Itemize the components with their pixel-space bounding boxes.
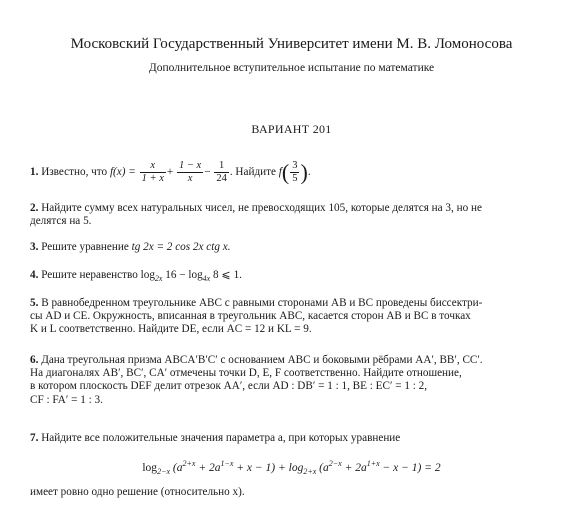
problem-text: Найдите все положительные значения параметра a, при которых уравнение	[41, 432, 401, 444]
formula-lhs: f(x) =	[109, 166, 136, 179]
problem-text: K и L соответственно. Найдите DE, если AC = 12 и KL = 9.	[30, 323, 312, 336]
problem-text: Решите уравнение	[41, 241, 129, 253]
exam-subtitle: Дополнительное вступительное испытание по математике	[148, 62, 435, 74]
fraction: $\frac{1 - x}{x}$	[178, 160, 202, 184]
problem-text: Дана треугольная призма ABCA′B′C′ с основанием ABC и боковыми рёбрами AA′, BB′, CC′.	[41, 354, 483, 366]
formula: tg 2x = 2 cos 2x ctg x.	[131, 241, 231, 253]
problem-text: CF : FA′ = 1 : 3.	[30, 393, 103, 406]
problem-6	[30, 354, 558, 407]
problem-text: имеет ровно одно решение (относительно x).	[30, 486, 245, 498]
formula: $\log_{2x} 16 - \log_{4x} 8$ ⩽ 1.	[140, 269, 242, 283]
problem-number: 2.	[30, 202, 39, 214]
fraction: $\frac{1}{24}$	[216, 160, 227, 184]
problem-text: . Найдите	[229, 166, 276, 179]
problem-7	[30, 432, 558, 445]
university-title: Московский Государственный Университет имени М. В. Ломоносова	[70, 36, 513, 52]
problem-5	[30, 297, 558, 337]
fraction: $\frac{x}{1 + x}$	[141, 160, 164, 184]
problem-text: делятся на 5.	[30, 215, 92, 228]
formula-f: f	[278, 166, 282, 179]
problem-3	[30, 241, 558, 254]
problem-text: Найдите сумму всех натуральных чисел, не превосходящих 105, которые делятся на 3, но не	[41, 202, 482, 214]
problem-number: 7.	[30, 432, 39, 444]
problem-number: 6.	[30, 354, 39, 366]
problem-number: 3.	[30, 241, 39, 253]
problem-2	[30, 202, 558, 228]
problem-1: 1. Известно, что f(x) = $\frac{x}{1 + x}$ + $\frac{1 - x}{x}$ − $\frac{1}{24}$ . Найдите f( $\frac{3}{5}$ ).	[30, 159, 311, 185]
problem-text: Известно, что	[41, 166, 108, 179]
fraction: $\frac{3}{5}$	[292, 160, 298, 184]
problem-text: В равнобедренном треугольнике ABC с равными сторонами AB и BC проведены биссектри-	[41, 297, 483, 309]
problem-number: 4.	[30, 269, 39, 281]
problem-text: сы AD и CE. Окружность, вписанная в треугольник ABC, касается сторон AB и BC в точках	[30, 310, 471, 323]
problem-4	[30, 269, 558, 285]
problem-number: 1.	[30, 166, 39, 179]
problem-text: Решите неравенство	[41, 269, 138, 281]
problem-text: На диагоналях AB′, BC′, CA′ отмечены точки D, E, F соответственно. Найдите отношение,	[30, 367, 462, 380]
variant-heading: ВАРИАНТ 201	[251, 122, 332, 136]
problem-number: 5.	[30, 297, 39, 309]
problem-7-equation: $\log_{2-x} (a^{2+x} + 2a^{1-x} + x - 1) + \log_{2+x} (a^{2-x} + 2a^{1+x} - x - 1) = 2$	[142, 459, 441, 476]
problem-text: в котором плоскость DEF делит отрезок AA′, если AD : DB′ = 1 : 1, BE : EC′ = 1 : 2,	[30, 380, 428, 393]
